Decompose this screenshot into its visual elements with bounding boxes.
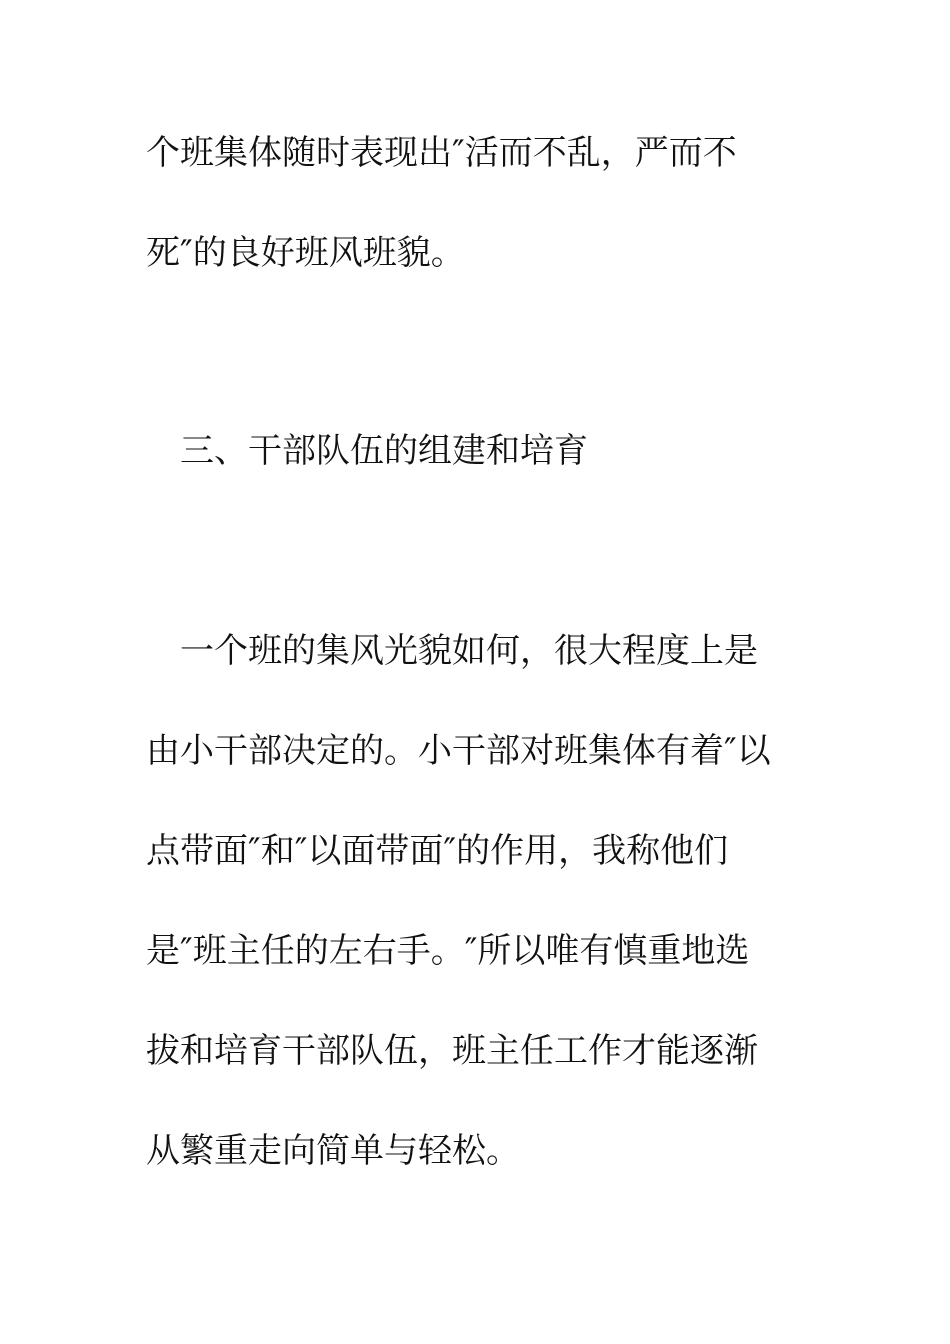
paragraph-1-line-1: 个班集体随时表现出″活而不乱，严而不 xyxy=(146,133,737,173)
paragraph-2-line-1: 一个班的集风光貌如何，很大程度上是 xyxy=(180,631,758,671)
paragraph-2-line-5: 拔和培育干部队伍，班主任工作才能逐渐 xyxy=(146,1031,758,1071)
paragraph-2-line-6: 从繁重走向简单与轻松。 xyxy=(146,1131,520,1171)
section-heading: 三、干部队伍的组建和培育 xyxy=(180,431,588,471)
paragraph-2-line-2: 由小干部决定的。小干部对班集体有着″以 xyxy=(146,731,771,771)
paragraph-1-line-2: 死″的良好班风班貌。 xyxy=(146,233,465,273)
paragraph-2-line-3: 点带面″和″以面带面″的作用，我称他们 xyxy=(146,831,729,871)
paragraph-2-line-4: 是″班主任的左右手。″所以唯有慎重地选 xyxy=(146,931,750,971)
